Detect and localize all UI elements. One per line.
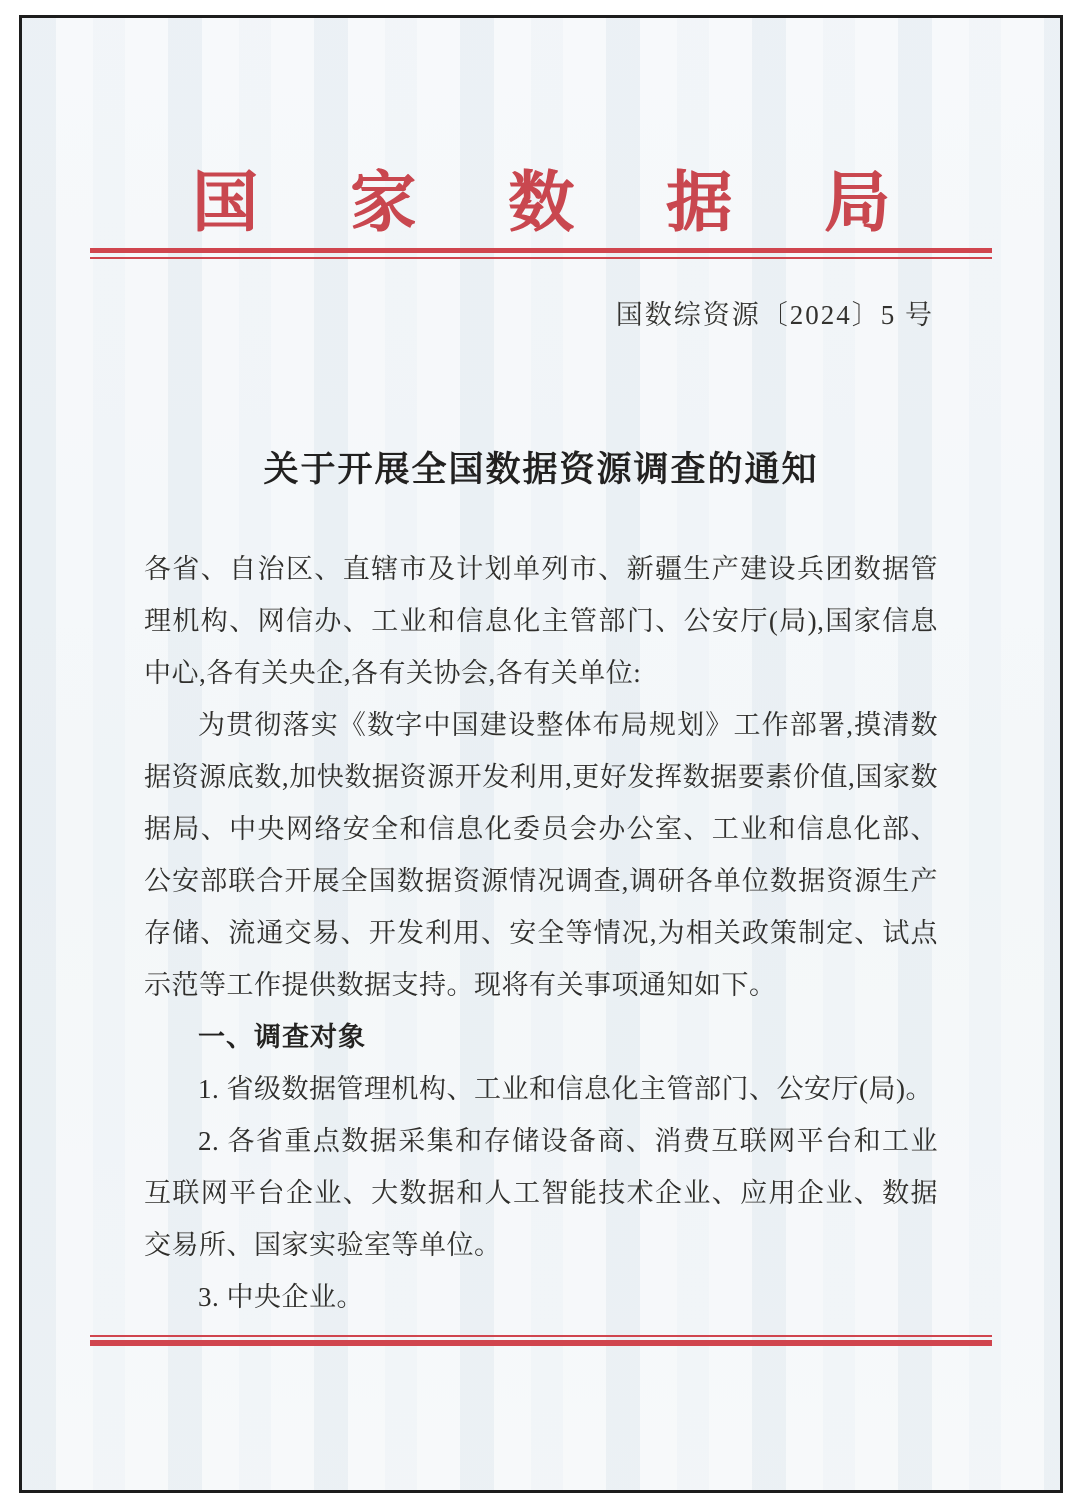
- document-title: 关于开展全国数据资源调查的通知: [263, 450, 819, 489]
- list-item-3: 3. 中央企业。: [198, 1282, 364, 1312]
- red-divider-bottom: [90, 1335, 992, 1346]
- list-item-1: 1. 省级数据管理机构、工业和信息化主管部门、公安厅(局)。: [198, 1074, 933, 1104]
- document-page: [19, 15, 1063, 1493]
- list-item-2: 2. 各省重点数据采集和存储设备商、消费互联网平台和工业互联网平台企业、大数据和人工智能技术企业、应用企业、数据交易所、国家实验室等单位。: [144, 1126, 938, 1260]
- salutation: 各省、自治区、直辖市及计划单列市、新疆生产建设兵团数据管理机构、网信办、工业和信息化主管部门、公安厅(局),国家信息中心,各有关央企,各有关协会,各有关单位:: [144, 554, 938, 688]
- intro-paragraph: 为贯彻落实《数字中国建设整体布局规划》工作部署,摸清数据资源底数,加快数据资源开发利用,更好发挥数据要素价值,国家数据局、中央网络安全和信息化委员会办公室、工业和信息化部、公安部联合开展全国数据资源情况调查,调研各单位数据资源生产存储、流通交易、开发利用、安全等情况,为相关政策制定、试点示范等工作提供数据支持。现将有关事项通知如下。: [144, 710, 938, 1000]
- document-body: [22, 543, 1060, 1323]
- document-number: 国数综资源〔2024〕5 号: [615, 300, 934, 330]
- section-heading-survey-targets: 一、调查对象: [198, 1022, 366, 1052]
- agency-masthead: 国家数据局: [192, 167, 982, 240]
- red-divider-top: [90, 248, 992, 259]
